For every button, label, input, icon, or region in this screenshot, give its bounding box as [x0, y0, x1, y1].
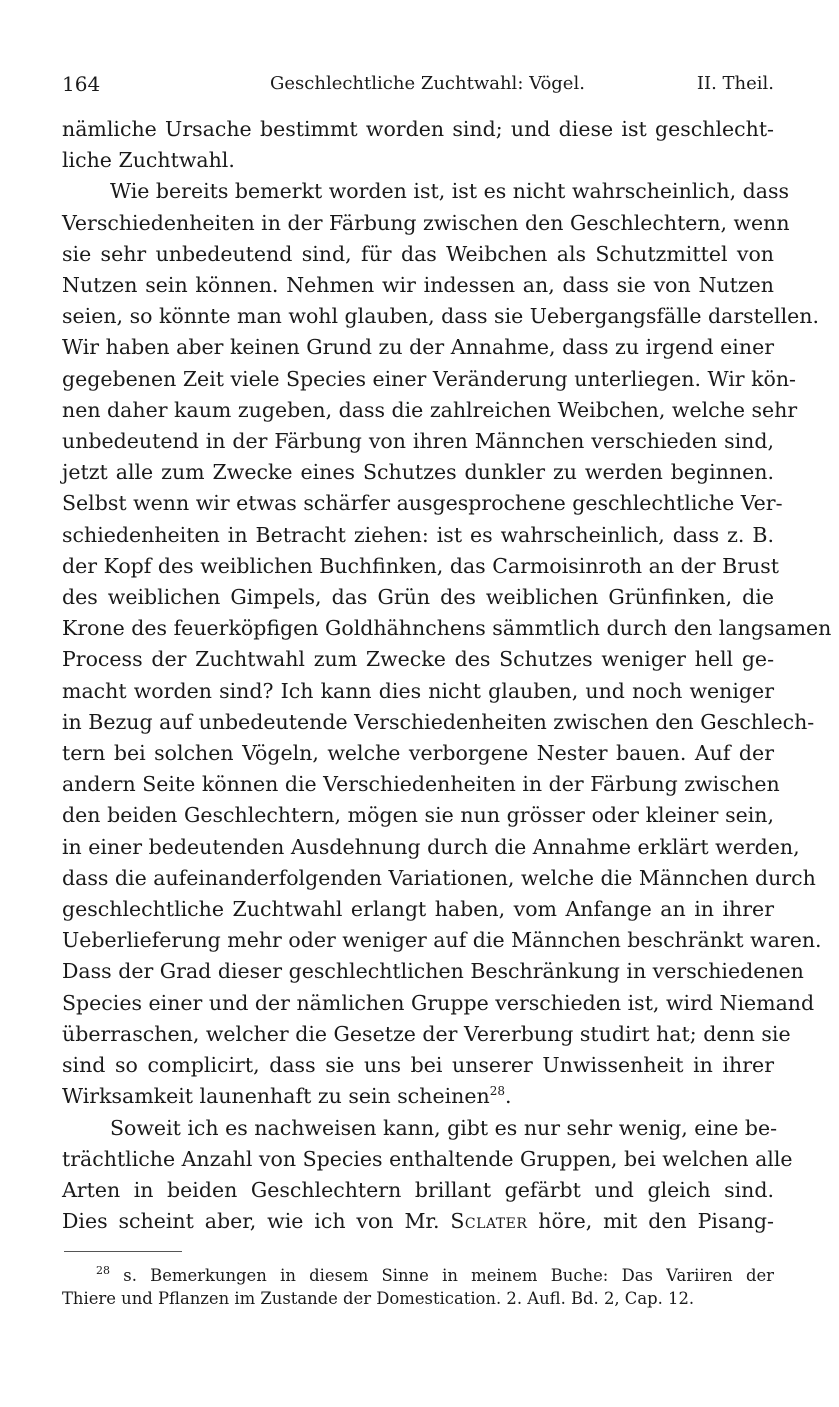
running-title: Geschlechtliche Zuchtwahl: Vögel.: [270, 73, 585, 94]
text-line: Species einer und der nämlichen Gruppe verschieden ist, wird Niemand: [62, 990, 815, 1015]
text-line: dass die aufeinanderfolgenden Variationen, welche die Männchen durch: [62, 865, 816, 890]
text-line: Ueberlieferung mehr oder weniger auf die Männchen beschränkt waren.: [62, 928, 822, 953]
text-line-with-name: [62, 1206, 774, 1237]
text-line: andern Seite können die Verschiedenheiten in der Färbung zwischen: [62, 772, 780, 797]
footnote-block: [62, 1264, 774, 1310]
footnote-line: Thiere und Pflanzen im Zustande der Domestication. 2. Aufl. Bd. 2, Cap. 12.: [62, 1289, 695, 1309]
paragraph-end-line: [62, 1081, 774, 1112]
text-line: Verschiedenheiten in der Färbung zwischen den Geschlechtern, wenn: [62, 210, 790, 235]
text-line: tern bei solchen Vögeln, welche verborgene Nester bauen. Auf der: [62, 741, 774, 766]
part-label: II. Theil.: [696, 73, 774, 94]
footnote-reference-period: .: [504, 1084, 512, 1109]
text-line: sie sehr unbedeutend sind, für das Weibchen als Schutzmittel von: [62, 241, 774, 266]
text-line-content: höre, mit den Pisang-: [538, 1209, 774, 1234]
paragraph-start-line: Wie bereits bemerkt worden ist, ist es nicht wahrscheinlich, dass: [110, 179, 790, 204]
text-line: trächtliche Anzahl von Species enthaltende Gruppen, bei welchen alle: [62, 1146, 793, 1171]
text-line: des weiblichen Gimpels, das Grün des weiblichen Grünfinken, die: [62, 585, 774, 610]
text-line: nen daher kaum zugeben, dass die zahlreichen Weibchen, welche sehr: [62, 397, 798, 422]
text-line: überraschen, welcher die Gesetze der Vererbung studirt hat; denn sie: [62, 1021, 791, 1046]
text-line: Dass der Grad dieser geschlechtlichen Beschränkung in verschiedenen: [62, 959, 804, 984]
text-line: gegebenen Zeit viele Species einer Veränderung unterliegen. Wir kön-: [62, 366, 796, 391]
running-head: [62, 66, 774, 102]
text-line: den beiden Geschlechtern, mögen sie nun grösser oder kleiner sein,: [62, 803, 774, 828]
text-line: jetzt alle zum Zwecke eines Schutzes dunkler zu werden beginnen.: [62, 460, 774, 485]
page-number: 164: [62, 72, 101, 96]
text-line-content: Dies scheint aber, wie ich von Mr.: [62, 1209, 440, 1234]
text-line: sind so complicirt, dass sie uns bei unserer Unwissenheit in ihrer: [62, 1053, 774, 1078]
text-line: liche Zuchtwahl.: [62, 148, 235, 173]
text-line: der Kopf des weiblichen Buchfinken, das Carmoisinroth an der Brust: [62, 553, 779, 578]
text-line: unbedeutend in der Färbung von ihren Männchen verschieden sind,: [62, 429, 774, 454]
text-line: Process der Zuchtwahl zum Zwecke des Schutzes weniger hell ge-: [62, 647, 774, 672]
footnote-text: s. Bemerkungen in diesem Sinne in meinem Buche: Das Variiren der: [123, 1266, 774, 1286]
text-line: seien, so könnte man wohl glauben, dass sie Uebergangsfälle darstellen.: [62, 304, 819, 329]
text-line: in einer bedeutenden Ausdehnung durch die Annahme erklärt werden,: [62, 834, 800, 859]
footnote-divider: [64, 1251, 182, 1252]
text-line-content: Wirksamkeit launenhaft zu sein scheinen: [62, 1084, 490, 1109]
book-page: [62, 66, 832, 1310]
text-line: Arten in beiden Geschlechtern brillant gefärbt und gleich sind.: [62, 1177, 774, 1202]
footnote-mark: 28: [96, 1264, 110, 1278]
text-line: geschlechtliche Zuchtwahl erlangt haben, vom Anfange an in ihrer: [62, 897, 774, 922]
text-line: Wir haben aber keinen Grund zu der Annahme, dass zu irgend einer: [62, 335, 774, 360]
text-line: schiedenheiten in Betracht ziehen: ist es wahrscheinlich, dass z. B.: [62, 522, 774, 547]
footnote-line: [62, 1264, 774, 1287]
text-line: Krone des feuerköpfigen Goldhähnchens sämmtlich durch den langsamen: [62, 616, 832, 641]
author-name: Sclater: [450, 1209, 528, 1234]
text-line: Selbst wenn wir etwas schärfer ausgesprochene geschlechtliche Ver-: [62, 491, 783, 516]
paragraph-start-line: Soweit ich es nachweisen kann, gibt es nur sehr wenig, eine be-: [110, 1115, 778, 1140]
text-line: in Bezug auf unbedeutende Verschiedenheiten zwischen den Geschlech-: [62, 709, 815, 734]
main-text: [62, 114, 832, 1237]
text-line: nämliche Ursache bestimmt worden sind; und diese ist geschlecht-: [62, 117, 774, 141]
text-line: Nutzen sein können. Nehmen wir indessen an, dass sie von Nutzen: [62, 273, 774, 298]
footnote-reference[interactable]: 28: [489, 1084, 505, 1099]
text-line: macht worden sind? Ich kann dies nicht glauben, und noch weniger: [62, 678, 774, 703]
